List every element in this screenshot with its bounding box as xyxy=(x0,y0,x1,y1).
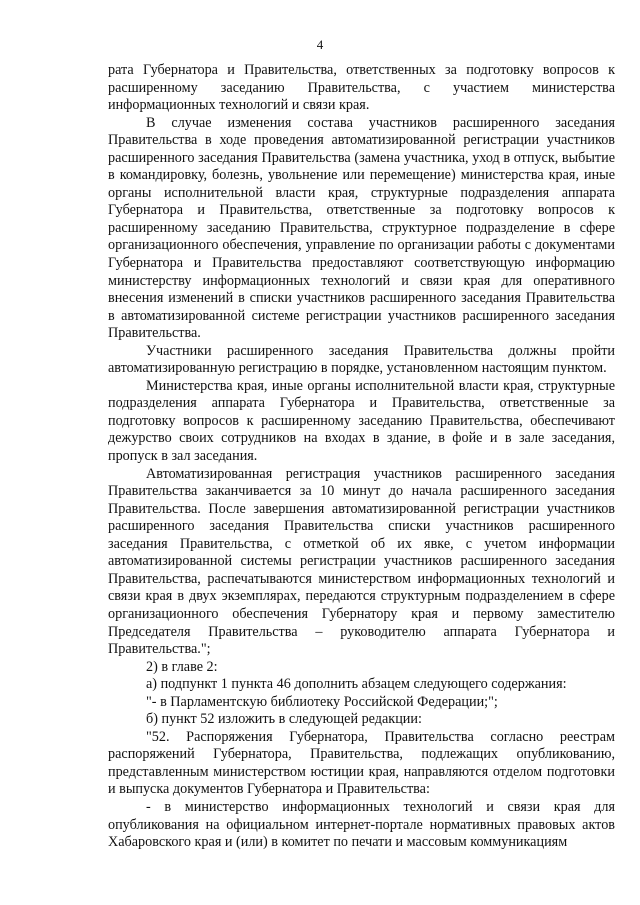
paragraph-ministry-publication: - в министерство информационных технологий и связи края для опубликования на официальном интернет-портале нормативных правовых актов Хабаровского края и (или) в комитет по печати и массовым коммуникациям xyxy=(108,798,615,851)
paragraph-duty-staff: Министерства края, иные органы исполнительной власти края, структурные подразделения аппарата Губернатора и Правительства, ответственные за подготовку вопросов к расширенному заседанию Правительства, обеспечивают дежурство своих сотрудников на входах в здание, в фойе и в зале заседания, пропуск в зал заседания. xyxy=(108,377,615,465)
paragraph-chapter-2: 2) в главе 2: xyxy=(146,658,218,675)
paragraph-composition-change: В случае изменения состава участников расширенного заседания Правительства в ходе проведения автоматизированной регистрации участников расширенного заседания Правительства (замена участника, уход в отпуск, выбытие в командировку, болезнь, увольнение или перемещение) министерства края, иные органы исполнительной власти края, структурные подразделения аппарата Губернатора и Правительства, ответственные за подготовку вопросов к расширенному заседанию Правительства, структурное подразделение в сфере организационного обеспечения, управление по организации работы с документами Губернатора и Правительства предоставляют соответствующую информацию министерству информационных технологий и связи края для оперативного внесения изменений в списки участников расширенного заседания Правительства в автоматизированной системе регистрации участников расширенного заседания Правительства. xyxy=(108,114,615,342)
paragraph-registration-requirement: Участники расширенного заседания Правительства должны пройти автоматизированную регистрацию в порядке, установленном настоящим пунктом. xyxy=(108,342,615,377)
document-body xyxy=(108,62,615,852)
paragraph-item-52: "52. Распоряжения Губернатора, Правительства согласно реестрам распоряжений Губернатора, Правительства, подлежащих опубликованию, представленным министерством юстиции края, направляются отделом подготовки и выпуска документов Губернатора и Правительства: xyxy=(108,728,615,798)
paragraph-registration-end: Автоматизированная регистрация участников расширенного заседания Правительства заканчивается за 10 минут до начала расширенного заседания Правительства. После завершения автоматизированной регистрации участников расширенного заседания Правительства списки участников расширенного заседания Правительства, с отметкой об их явке, с учетом информации автоматизированной системы регистрации участников расширенного заседания Правительства, распечатываются министерством информационных технологий и связи края в двух экземплярах, передаются структурным подразделением в сфере организационного обеспечения Губернатору края и первому заместителю Председателя Правительства – руководителю аппарата Губернатора и Правительства."; xyxy=(108,465,615,658)
paragraph-continuation: рата Губернатора и Правительства, ответственных за подготовку вопросов к расширенному заседанию Правительства, с участием министерства информационных технологий и связи края. xyxy=(108,62,615,114)
paragraph-library-quote: "- в Парламентскую библиотеку Российской Федерации;"; xyxy=(146,693,498,710)
paragraph-subitem-b: б) пункт 52 изложить в следующей редакции: xyxy=(146,711,422,728)
page-number: 4 xyxy=(316,37,324,52)
paragraph-subitem-a: а) подпункт 1 пункта 46 дополнить абзацем следующего содержания: xyxy=(146,676,567,693)
